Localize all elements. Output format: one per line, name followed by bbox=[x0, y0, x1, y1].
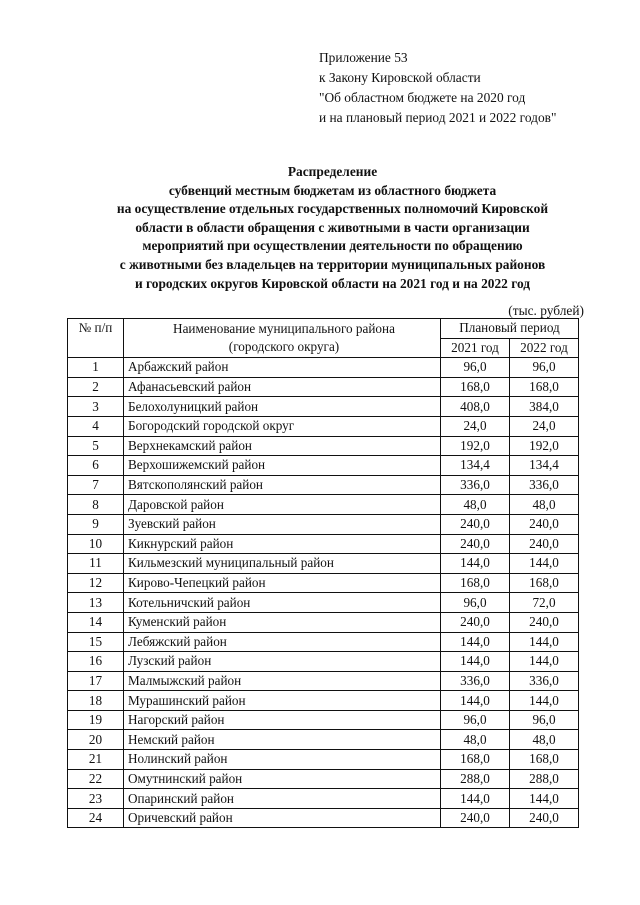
table-row bbox=[68, 573, 579, 593]
title-line: на осуществление отдельных государственных полномочий Кировской bbox=[116, 201, 549, 217]
row-num: 2 bbox=[68, 377, 124, 397]
appendix-line: к Закону Кировской области bbox=[319, 70, 481, 85]
table-header-row bbox=[68, 319, 579, 339]
table-row bbox=[68, 416, 579, 436]
row-num: 24 bbox=[68, 808, 124, 828]
row-2022: 240,0 bbox=[510, 612, 579, 632]
appendix-line: "Об областном бюджете на 2020 год bbox=[319, 90, 526, 105]
row-name: Омутнинский район bbox=[124, 769, 441, 789]
title-line: с животными без владельцев на территории муниципальных районов bbox=[119, 256, 546, 272]
row-2022: 24,0 bbox=[510, 416, 579, 436]
table-row bbox=[68, 808, 579, 828]
row-name: Лебяжский район bbox=[124, 632, 441, 652]
table-row bbox=[68, 554, 579, 574]
row-2022: 240,0 bbox=[510, 534, 579, 554]
title-line: Распределение bbox=[287, 164, 378, 179]
table-row bbox=[68, 475, 579, 495]
row-num: 16 bbox=[68, 652, 124, 672]
row-2021: 168,0 bbox=[441, 573, 510, 593]
table-row bbox=[68, 514, 579, 534]
table-row bbox=[68, 691, 579, 711]
table-row bbox=[68, 397, 579, 417]
row-num: 8 bbox=[68, 495, 124, 515]
row-2021: 96,0 bbox=[441, 710, 510, 730]
row-2022: 96,0 bbox=[510, 358, 579, 378]
row-2021: 336,0 bbox=[441, 475, 510, 495]
title-line: субвенций местным бюджетам из областного бюджета bbox=[168, 182, 497, 198]
units-label: (тыс. рублей) bbox=[508, 303, 584, 318]
table-row bbox=[68, 436, 579, 456]
row-num: 12 bbox=[68, 573, 124, 593]
row-2022: 336,0 bbox=[510, 475, 579, 495]
table-row bbox=[68, 652, 579, 672]
row-2022: 144,0 bbox=[510, 554, 579, 574]
row-2022: 144,0 bbox=[510, 691, 579, 711]
row-name: Верхошижемский район bbox=[124, 456, 441, 476]
table-body bbox=[68, 358, 579, 828]
row-2022: 134,4 bbox=[510, 456, 579, 476]
row-2021: 134,4 bbox=[441, 456, 510, 476]
header-name bbox=[124, 319, 441, 358]
table-row bbox=[68, 358, 579, 378]
table-row bbox=[68, 769, 579, 789]
row-num: 9 bbox=[68, 514, 124, 534]
row-2022: 384,0 bbox=[510, 397, 579, 417]
row-num: 4 bbox=[68, 416, 124, 436]
row-2022: 48,0 bbox=[510, 730, 579, 750]
table-row bbox=[68, 534, 579, 554]
header-name-line1: Наименование муниципального района bbox=[173, 321, 395, 337]
row-2021: 168,0 bbox=[441, 750, 510, 770]
appendix-reference bbox=[319, 48, 556, 128]
table-row bbox=[68, 377, 579, 397]
row-2021: 144,0 bbox=[441, 652, 510, 672]
row-name: Лузский район bbox=[124, 652, 441, 672]
header-num: № п/п bbox=[68, 319, 124, 358]
header-year-2022: 2022 год bbox=[510, 338, 579, 358]
row-name: Даровской район bbox=[124, 495, 441, 515]
title-line: области в области обращения с животными в части организации bbox=[135, 219, 530, 235]
row-2022: 168,0 bbox=[510, 750, 579, 770]
row-name: Опаринский район bbox=[124, 789, 441, 809]
row-2022: 96,0 bbox=[510, 710, 579, 730]
row-2022: 336,0 bbox=[510, 671, 579, 691]
document-title bbox=[60, 163, 605, 293]
appendix-line: Приложение 53 bbox=[319, 50, 408, 65]
row-2022: 72,0 bbox=[510, 593, 579, 613]
row-num: 1 bbox=[68, 358, 124, 378]
row-2021: 192,0 bbox=[441, 436, 510, 456]
row-num: 17 bbox=[68, 671, 124, 691]
row-2022: 192,0 bbox=[510, 436, 579, 456]
row-2021: 168,0 bbox=[441, 377, 510, 397]
row-num: 21 bbox=[68, 750, 124, 770]
row-name: Арбажский район bbox=[124, 358, 441, 378]
title-line: мероприятий при осуществлении деятельности по обращению bbox=[142, 238, 523, 254]
row-2021: 240,0 bbox=[441, 514, 510, 534]
row-2021: 240,0 bbox=[441, 612, 510, 632]
row-2021: 144,0 bbox=[441, 789, 510, 809]
row-2021: 96,0 bbox=[441, 593, 510, 613]
row-num: 23 bbox=[68, 789, 124, 809]
row-name: Кильмезский муниципальный район bbox=[124, 554, 441, 574]
row-2021: 96,0 bbox=[441, 358, 510, 378]
row-num: 14 bbox=[68, 612, 124, 632]
appendix-line: и на плановый период 2021 и 2022 годов" bbox=[319, 110, 557, 125]
table-row bbox=[68, 495, 579, 515]
row-2022: 144,0 bbox=[510, 632, 579, 652]
row-2021: 240,0 bbox=[441, 808, 510, 828]
row-num: 7 bbox=[68, 475, 124, 495]
table-row bbox=[68, 789, 579, 809]
row-name: Нагорский район bbox=[124, 710, 441, 730]
row-2021: 336,0 bbox=[441, 671, 510, 691]
row-num: 18 bbox=[68, 691, 124, 711]
row-2021: 240,0 bbox=[441, 534, 510, 554]
row-name: Кикнурский район bbox=[124, 534, 441, 554]
row-2022: 48,0 bbox=[510, 495, 579, 515]
row-num: 20 bbox=[68, 730, 124, 750]
table-row bbox=[68, 593, 579, 613]
row-2021: 408,0 bbox=[441, 397, 510, 417]
row-2022: 240,0 bbox=[510, 514, 579, 534]
header-year-2021: 2021 год bbox=[441, 338, 510, 358]
row-2021: 144,0 bbox=[441, 632, 510, 652]
row-name: Куменский район bbox=[124, 612, 441, 632]
row-2022: 240,0 bbox=[510, 808, 579, 828]
row-name: Немский район bbox=[124, 730, 441, 750]
row-name: Верхнекамский район bbox=[124, 436, 441, 456]
row-name: Вятскополянский район bbox=[124, 475, 441, 495]
row-2022: 168,0 bbox=[510, 573, 579, 593]
row-2021: 48,0 bbox=[441, 730, 510, 750]
table-row bbox=[68, 632, 579, 652]
row-name: Кирово-Чепецкий район bbox=[124, 573, 441, 593]
title-line: и городских округов Кировской области на 2021 год и на 2022 год bbox=[134, 275, 531, 291]
table-row bbox=[68, 671, 579, 691]
row-num: 19 bbox=[68, 710, 124, 730]
table-row bbox=[68, 612, 579, 632]
row-name: Зуевский район bbox=[124, 514, 441, 534]
row-num: 5 bbox=[68, 436, 124, 456]
row-name: Оричевский район bbox=[124, 808, 441, 828]
row-name: Малмыжский район bbox=[124, 671, 441, 691]
row-2021: 144,0 bbox=[441, 691, 510, 711]
row-num: 10 bbox=[68, 534, 124, 554]
row-name: Афанасьевский район bbox=[124, 377, 441, 397]
table-row bbox=[68, 456, 579, 476]
row-num: 3 bbox=[68, 397, 124, 417]
row-2022: 144,0 bbox=[510, 789, 579, 809]
row-name: Богородский городской округ bbox=[124, 416, 441, 436]
row-num: 6 bbox=[68, 456, 124, 476]
row-2021: 144,0 bbox=[441, 554, 510, 574]
row-num: 11 bbox=[68, 554, 124, 574]
row-2021: 24,0 bbox=[441, 416, 510, 436]
row-2021: 288,0 bbox=[441, 769, 510, 789]
row-2021: 48,0 bbox=[441, 495, 510, 515]
header-period: Плановый период bbox=[441, 319, 579, 339]
row-name: Нолинский район bbox=[124, 750, 441, 770]
row-num: 22 bbox=[68, 769, 124, 789]
header-name-line2: (городского округа) bbox=[228, 339, 340, 355]
table-row bbox=[68, 710, 579, 730]
row-name: Белохолуницкий район bbox=[124, 397, 441, 417]
row-2022: 288,0 bbox=[510, 769, 579, 789]
table-row bbox=[68, 750, 579, 770]
row-name: Мурашинский район bbox=[124, 691, 441, 711]
table-row bbox=[68, 730, 579, 750]
row-2022: 144,0 bbox=[510, 652, 579, 672]
row-2022: 168,0 bbox=[510, 377, 579, 397]
row-name: Котельничский район bbox=[124, 593, 441, 613]
row-num: 15 bbox=[68, 632, 124, 652]
row-num: 13 bbox=[68, 593, 124, 613]
subventions-table bbox=[67, 318, 579, 828]
